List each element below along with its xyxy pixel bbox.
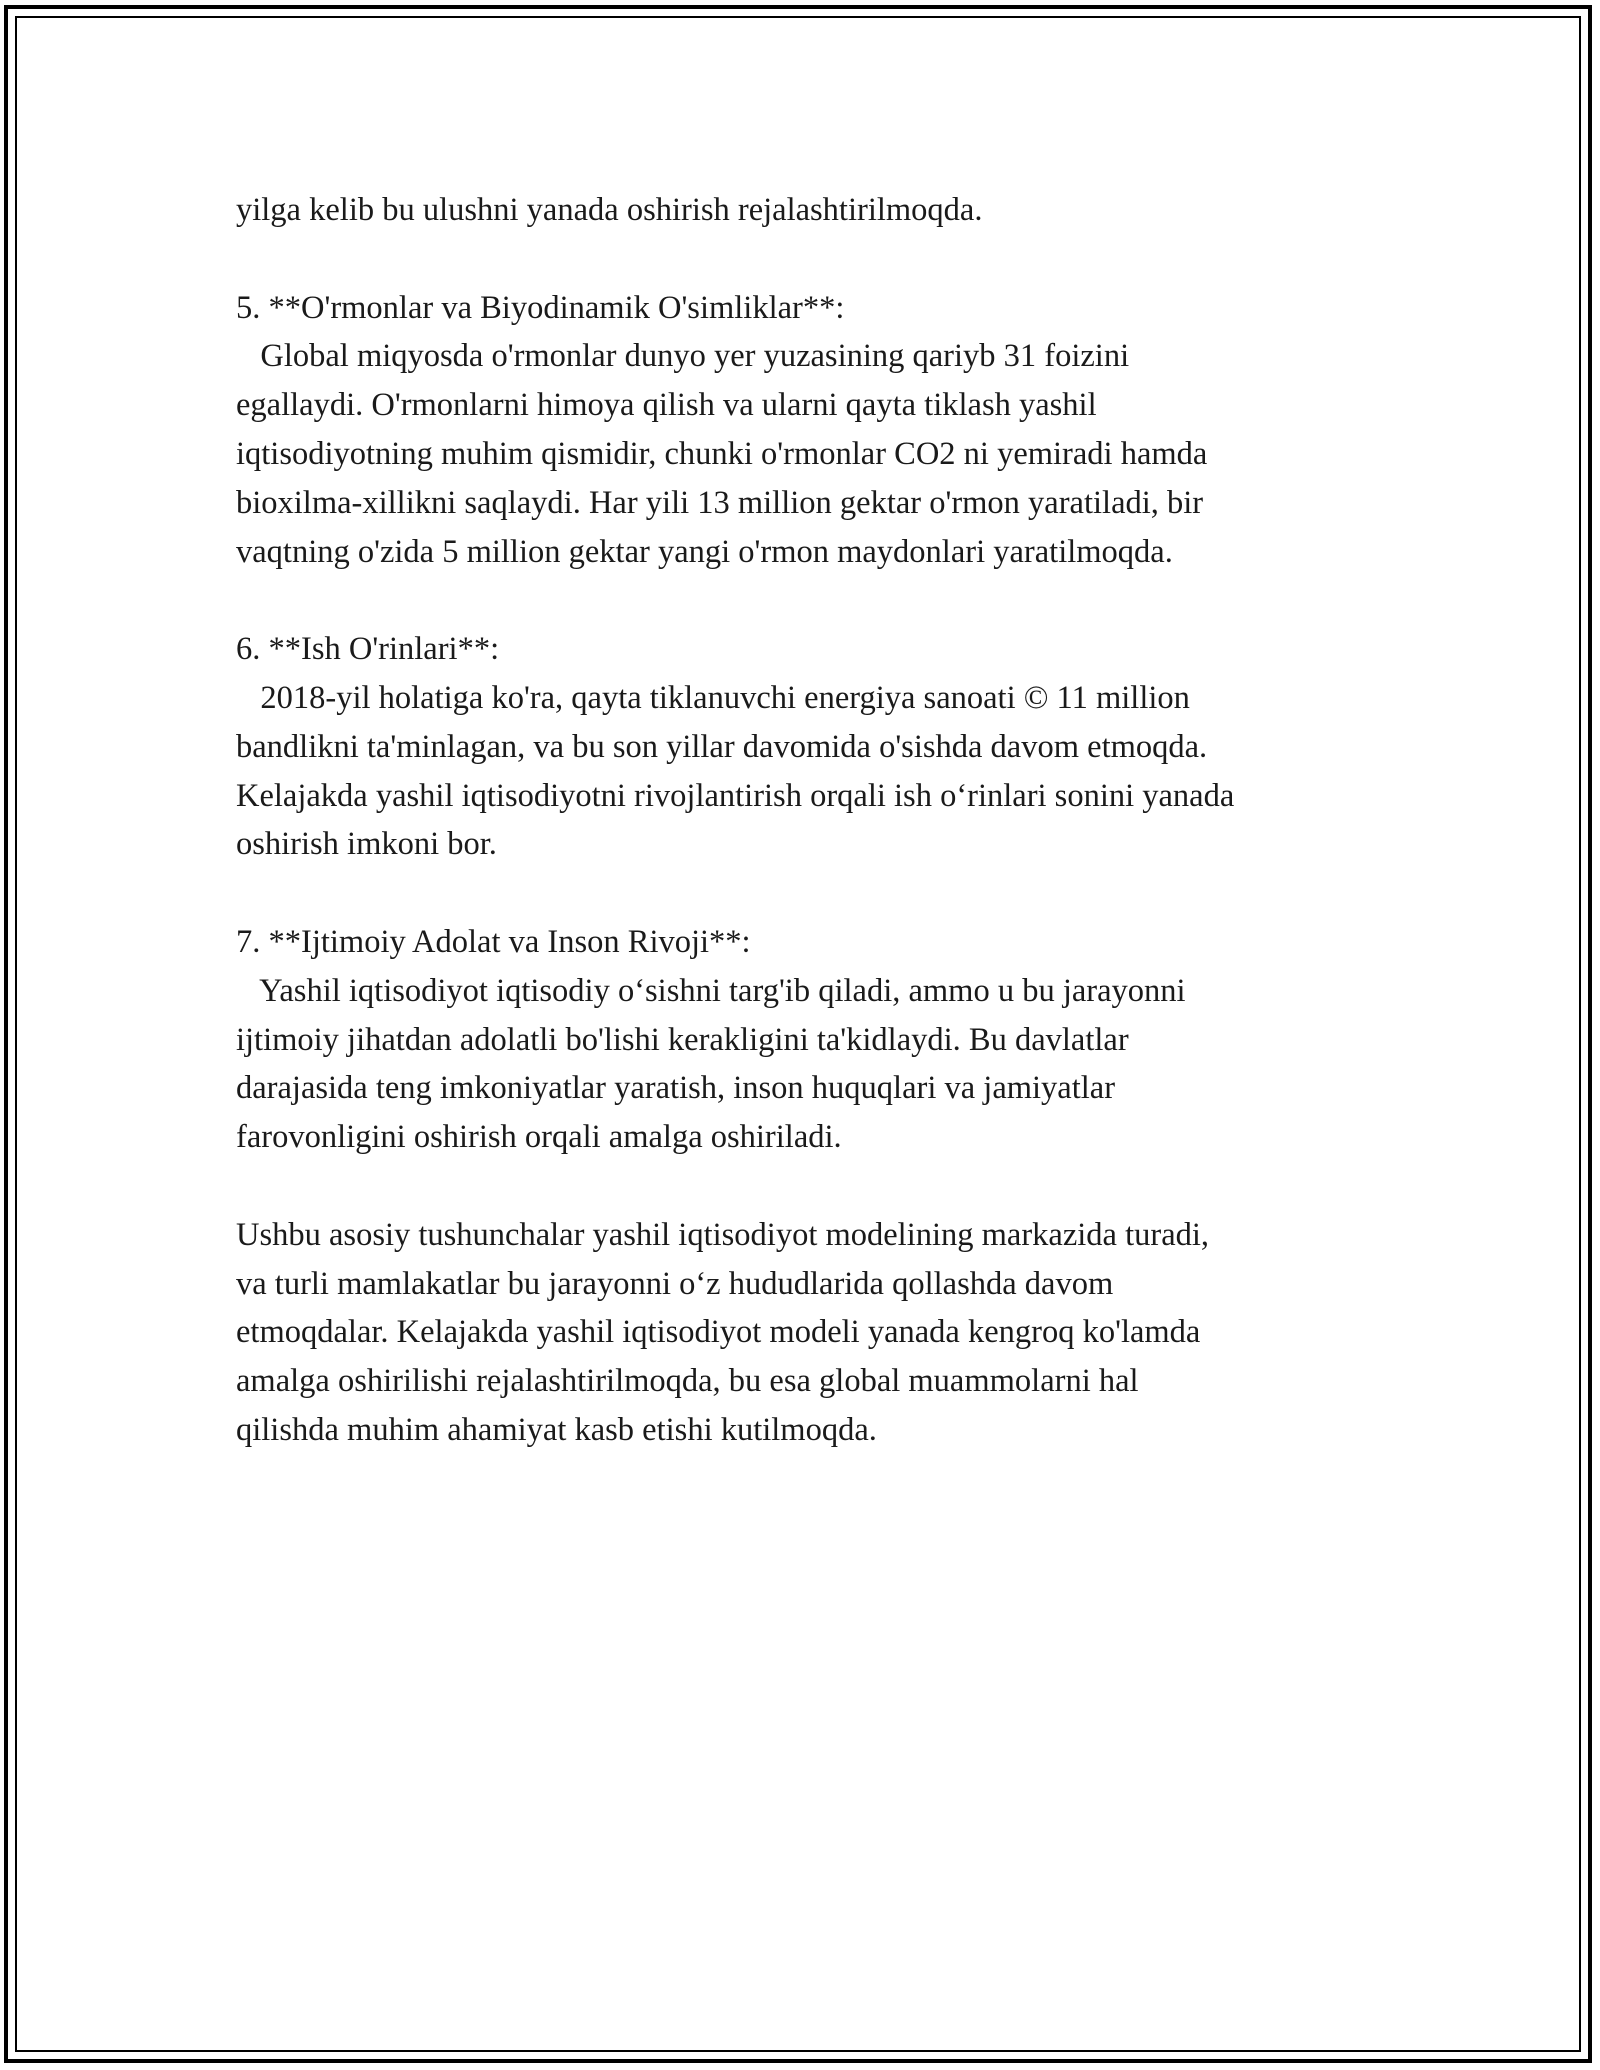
text-line: iqtisodiyotning muhim qismidir, chunki o'rmonlar CO2 ni yemiradi hamda: [236, 435, 1208, 472]
text-line: egallaydi. O'rmonlarni himoya qilish va ularni qayta tiklash yashil: [236, 387, 1097, 424]
section-heading: 6. **Ish O'rinlari**:: [236, 631, 500, 668]
text-line: Ushbu asosiy tushunchalar yashil iqtisodiyot modelining markazida turadi,: [236, 1216, 1210, 1253]
blank-line: [236, 869, 1396, 918]
text-line: oshirish imkoni bor.: [236, 826, 497, 863]
text-line: bioxilma-xillikni saqlaydi. Har yili 13 million gektar o'rmon yaratiladi, bir: [236, 484, 1204, 521]
text-line: 2018-yil holatiga ko'ra, qayta tiklanuvchi energiya sanoati © 11 million: [236, 679, 1190, 716]
section-heading: 5. **O'rmonlar va Biyodinamik O'simliklar**:: [236, 289, 845, 326]
text-line: qilishda muhim ahamiyat kasb etishi kutilmoqda.: [236, 1411, 877, 1448]
text-line: yilga kelib bu ulushni yanada oshirish rejalashtirilmoqda.: [236, 192, 983, 228]
text-line: farovonligini oshirish orqali amalga oshiriladi.: [236, 1119, 842, 1156]
text-line: vaqtning o'zida 5 million gektar yangi o'rmon maydonlari yaratilmoqda.: [236, 533, 1173, 570]
blank-line: [236, 235, 1396, 284]
text-line: va turli mamlakatlar bu jarayonni o‘z hududlarida qollashda davom: [236, 1265, 1114, 1302]
text-line: Global miqyosda o'rmonlar dunyo yer yuzasining qariyb 31 foizini: [236, 338, 1130, 375]
text-line: Kelajakda yashil iqtisodiyotni rivojlantirish orqali ish o‘rinlari sonini yanada: [236, 777, 1235, 814]
blank-line: [236, 576, 1396, 625]
text-line: amalga oshirilishi rejalashtirilmoqda, bu esa global muammolarni hal: [236, 1363, 1139, 1400]
text-line: ijtimoiy jihatdan adolatli bo'lishi kerakligini ta'kidlaydi. Bu davlatlar: [236, 1021, 1129, 1058]
text-line: etmoqdalar. Kelajakda yashil iqtisodiyot modeli yanada kengroq ko'lamda: [236, 1314, 1201, 1351]
section-heading: 7. **Ijtimoiy Adolat va Inson Rivoji**:: [236, 923, 751, 960]
text-line: darajasida teng imkoniyatlar yaratish, inson huquqlari va jamiyatlar: [236, 1070, 1116, 1107]
blank-line: [236, 1162, 1396, 1211]
text-line: bandlikni ta'minlagan, va bu son yillar davomida o'sishda davom etmoqda.: [236, 728, 1208, 765]
text-line: Yashil iqtisodiyot iqtisodiy o‘sishni targ'ib qiladi, ammo u bu jarayonni: [236, 972, 1186, 1009]
document-body: [236, 186, 1396, 1455]
